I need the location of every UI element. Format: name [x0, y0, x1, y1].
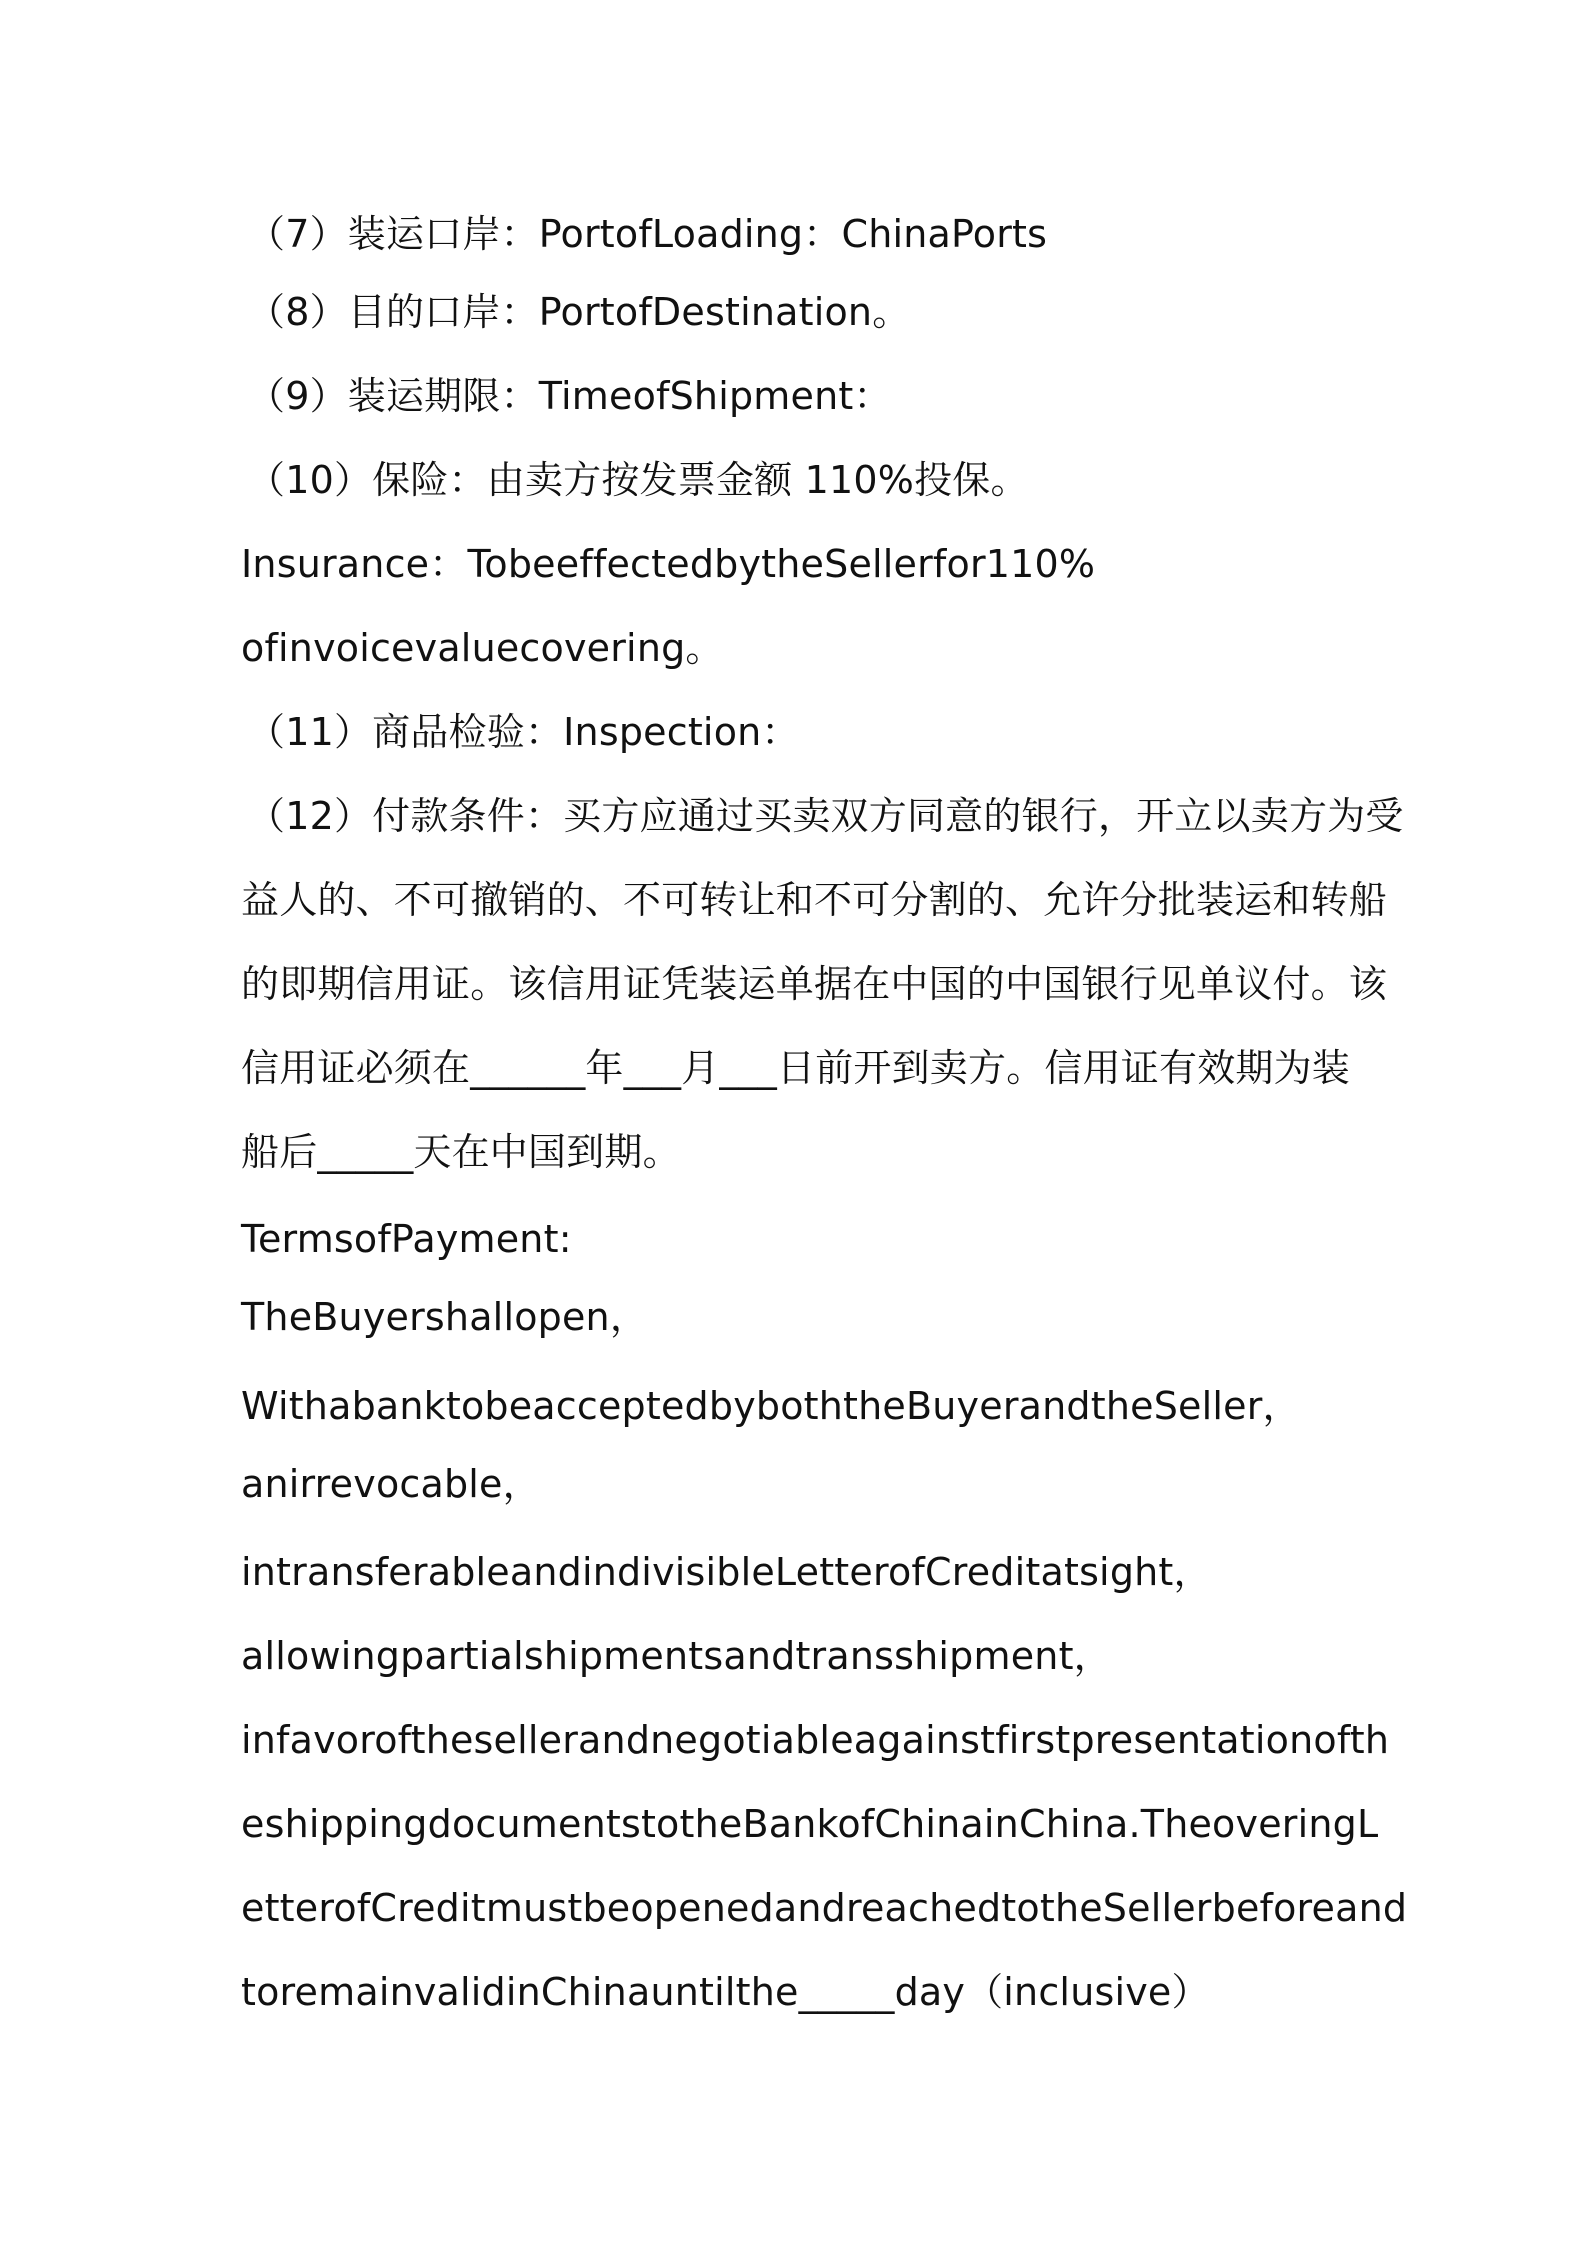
- payment-english-line-2: WithabanktobeacceptedbyboththeBuyerandtheSeller，: [241, 1384, 1301, 1428]
- clause-12-payment-line-5: 船后_____天在中国到期。: [241, 1130, 681, 1174]
- clause-12-payment-line-3: 的即期信用证。该信用证凭装运单据在中国的中国银行见单议付。该: [241, 962, 1388, 1006]
- clause-7-port-of-loading: （7）装运口岸：PortofLoading：ChinaPorts: [247, 212, 1048, 256]
- clause-9-time-of-shipment: （9）装运期限：TimeofShipment：: [247, 374, 892, 418]
- payment-english-line-4: intransferableandindivisibleLetterofCreditatsight，: [241, 1550, 1212, 1594]
- clause-11-inspection: （11）商品检验：Inspection：: [247, 710, 800, 754]
- clause-8-port-of-destination: （8）目的口岸：PortofDestination。: [247, 290, 911, 334]
- insurance-english-line-1: Insurance：TobeeffectedbytheSellerfor110%: [241, 542, 1096, 586]
- payment-english-line-1: TheBuyershallopen，: [241, 1295, 649, 1339]
- payment-english-line-7: eshippingdocumentstotheBankofChinainChina.TheoveringL: [241, 1802, 1379, 1846]
- clause-12-payment-line-4: 信用证必须在______年___月___日前开到卖方。信用证有效期为装: [241, 1046, 1351, 1090]
- payment-english-line-9: toremainvalidinChinauntilthe_____day（inclusive）: [241, 1970, 1210, 2014]
- clause-12-payment-line-1: （12）付款条件：买方应通过买卖双方同意的银行，开立以卖方为受: [247, 794, 1404, 838]
- payment-english-line-8: etterofCreditmustbeopenedandreachedtotheSellerbeforeand: [241, 1886, 1408, 1930]
- clause-12-payment-line-2: 益人的、不可撤销的、不可转让和不可分割的、允许分批装运和转船: [241, 878, 1388, 922]
- clause-10-insurance: （10）保险：由卖方按发票金额 110%投保。: [247, 458, 1029, 502]
- payment-english-line-3: anirrevocable，: [241, 1462, 541, 1506]
- insurance-english-line-2: ofinvoicevaluecovering。: [241, 626, 724, 670]
- payment-english-line-5: allowingpartialshipmentsandtransshipment，: [241, 1634, 1112, 1678]
- terms-of-payment-heading: TermsofPayment:: [241, 1217, 572, 1261]
- payment-english-line-6: infavorofthesellerandnegotiableagainstfirstpresentationofth: [241, 1718, 1390, 1762]
